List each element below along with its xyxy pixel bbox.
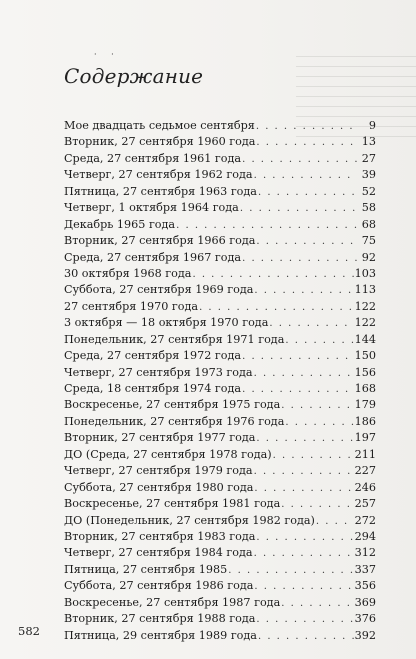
toc-entry-page: 13 (361, 135, 376, 149)
toc-entry-page: 113 (354, 283, 376, 297)
dot-leader (285, 415, 353, 431)
toc-entry-page: 122 (354, 299, 376, 313)
dot-leader (254, 481, 353, 497)
toc-entry-title: Мое двадцать седьмое сентября (64, 119, 255, 132)
page-title: Содержание (64, 64, 204, 88)
toc-entry (64, 315, 376, 331)
toc-entry-title: Четверг, 27 сентября 1979 года (64, 464, 253, 478)
dot-leader (242, 251, 357, 267)
toc-entry (64, 381, 376, 397)
toc-entry-title: Вторник, 27 сентября 1966 года (64, 234, 256, 248)
toc-entry-page: 257 (354, 497, 376, 511)
toc-entry-page: 272 (354, 513, 376, 527)
toc-entry (64, 611, 376, 627)
toc-entry (64, 233, 376, 249)
dot-leader (316, 514, 354, 530)
dot-leader (254, 546, 354, 562)
toc-entry (64, 217, 376, 233)
toc-entry-page: 246 (354, 480, 376, 494)
toc-entry (64, 348, 376, 364)
toc-entry (64, 151, 376, 167)
toc-entry (64, 513, 376, 529)
toc-entry-title: Воскресенье, 27 сентября 1975 года (64, 398, 281, 412)
toc-entry (64, 578, 376, 594)
dot-leader (256, 612, 353, 628)
toc-entry (64, 628, 376, 644)
toc-entry-page: 369 (354, 595, 376, 609)
toc-entry-page: 68 (361, 217, 376, 231)
toc-entry-title: Суббота, 27 сентября 1980 года (64, 480, 254, 494)
dot-leader (281, 497, 353, 513)
toc-entry-page: 186 (354, 414, 376, 428)
toc-entry-title: Четверг, 27 сентября 1984 года (64, 546, 253, 560)
toc-entry-page: 197 (354, 431, 376, 445)
toc-entry (64, 496, 376, 512)
dot-leader (285, 333, 353, 349)
toc-entry-title: ДО (Среда, 27 сентября 1978 года) (64, 447, 272, 461)
toc-entry-title: Вторник, 27 сентября 1960 года (64, 135, 256, 149)
dot-leader (228, 563, 353, 579)
toc-entry (64, 397, 376, 413)
dot-leader (258, 185, 357, 201)
toc-entry-page: 211 (354, 447, 376, 461)
toc-entry (64, 529, 376, 545)
toc-entry (64, 184, 376, 200)
dot-leader (242, 349, 354, 365)
toc-entry-title: Вторник, 27 сентября 1988 года (64, 612, 256, 626)
toc-entry-title: Пятница, 27 сентября 1963 года (64, 184, 257, 198)
toc-entry (64, 365, 376, 381)
toc-entry-title: 27 сентября 1970 года (64, 299, 199, 313)
toc-entry-title: Среда, 27 сентября 1972 года (64, 349, 242, 363)
dot-leader (254, 168, 357, 184)
dot-leader (256, 119, 357, 135)
toc-entry-title: Четверг, 27 сентября 1973 года (64, 365, 253, 379)
toc-entry (64, 414, 376, 430)
page-number: 582 (18, 624, 40, 638)
toc-entry-page: 150 (354, 349, 376, 363)
dot-leader (258, 629, 354, 645)
toc-entry-title: Среда, 27 сентября 1961 года (64, 151, 242, 165)
toc-entry-page: 356 (354, 579, 376, 593)
toc-entry-title: Четверг, 27 сентября 1962 года (64, 168, 253, 182)
dot-leader (254, 283, 353, 299)
toc-entry-page: 52 (361, 184, 376, 198)
toc-entry-title: Среда, 18 сентября 1974 года (64, 382, 242, 395)
toc-entry (64, 463, 376, 479)
toc-entry (64, 332, 376, 348)
toc-entry (64, 167, 376, 183)
dot-leader (192, 267, 353, 283)
toc-entry-title: 30 октября 1968 года (64, 266, 192, 280)
toc-entry-title: Вторник, 27 сентября 1977 года (64, 431, 256, 445)
dot-leader (240, 201, 357, 217)
toc-entry-title: ДО (Понедельник, 27 сентября 1982 года) (64, 513, 315, 527)
toc-entry-page: 294 (354, 529, 376, 543)
toc-entry-page: 392 (354, 628, 376, 642)
toc-entry (64, 266, 376, 282)
dot-leader (281, 398, 353, 414)
toc-entry-page: 179 (354, 398, 376, 412)
toc-entry-page: 156 (354, 365, 376, 379)
dot-leader (256, 530, 353, 546)
toc-entry (64, 447, 376, 463)
dot-leader (256, 135, 357, 151)
toc-entry-page: 27 (361, 151, 376, 165)
toc-entry-title: Суббота, 27 сентября 1986 года (64, 579, 254, 593)
toc-entry-title: Пятница, 27 сентября 1985 (64, 562, 228, 576)
toc-entry-title: Среда, 27 сентября 1967 года (64, 250, 242, 264)
dot-leader (199, 300, 354, 316)
toc-entry (64, 480, 376, 496)
dot-leader (254, 579, 353, 595)
toc-entry (64, 545, 376, 561)
toc-entry-page: 103 (354, 266, 376, 280)
toc-entry (64, 299, 376, 315)
toc-entry-page: 39 (361, 168, 376, 182)
toc-entry-page: 122 (354, 316, 376, 330)
toc-entry-page: 312 (354, 546, 376, 560)
toc-entry (64, 282, 376, 298)
paper-specks: · · (94, 50, 120, 59)
toc-entry (64, 200, 376, 216)
toc-entry-title: Четверг, 1 октября 1964 года (64, 201, 239, 215)
toc-entry (64, 430, 376, 446)
dot-leader (256, 431, 353, 447)
toc-entry (64, 250, 376, 266)
dot-leader (242, 152, 357, 168)
table-of-contents (64, 118, 376, 644)
toc-entry-page: 227 (354, 464, 376, 478)
toc-entry-page: 168 (354, 382, 376, 395)
toc-entry-title: Пятница, 29 сентября 1989 года (64, 628, 257, 642)
toc-entry-page: 58 (361, 201, 376, 215)
toc-entry-title: Декабрь 1965 года (64, 217, 176, 231)
toc-entry-title: Суббота, 27 сентября 1969 года (64, 283, 254, 297)
toc-entry-page: 75 (361, 234, 376, 248)
toc-entry-page: 376 (354, 612, 376, 626)
toc-entry-page: 9 (368, 119, 376, 132)
dot-leader (254, 366, 354, 382)
toc-entry-page: 337 (354, 562, 376, 576)
dot-leader (273, 448, 354, 464)
toc-entry-title: Воскресенье, 27 сентября 1987 года (64, 595, 281, 609)
dot-leader (254, 464, 354, 480)
toc-entry-title: Воскресенье, 27 сентября 1981 года (64, 497, 281, 511)
toc-entry (64, 562, 376, 578)
toc-entry-title: Понедельник, 27 сентября 1976 года (64, 414, 285, 428)
toc-entry-title: 3 октября — 18 октября 1970 года (64, 316, 269, 330)
dot-leader (256, 234, 357, 250)
dot-leader (269, 316, 353, 332)
dot-leader (242, 382, 354, 398)
toc-entry (64, 595, 376, 611)
toc-entry-title: Понедельник, 27 сентября 1971 года (64, 332, 285, 346)
dot-leader (176, 218, 357, 234)
toc-entry (64, 118, 376, 134)
toc-entry-title: Вторник, 27 сентября 1983 года (64, 529, 256, 543)
toc-entry-page: 92 (361, 250, 376, 264)
toc-entry-page: 144 (354, 332, 376, 346)
toc-entry (64, 134, 376, 150)
dot-leader (281, 596, 353, 612)
